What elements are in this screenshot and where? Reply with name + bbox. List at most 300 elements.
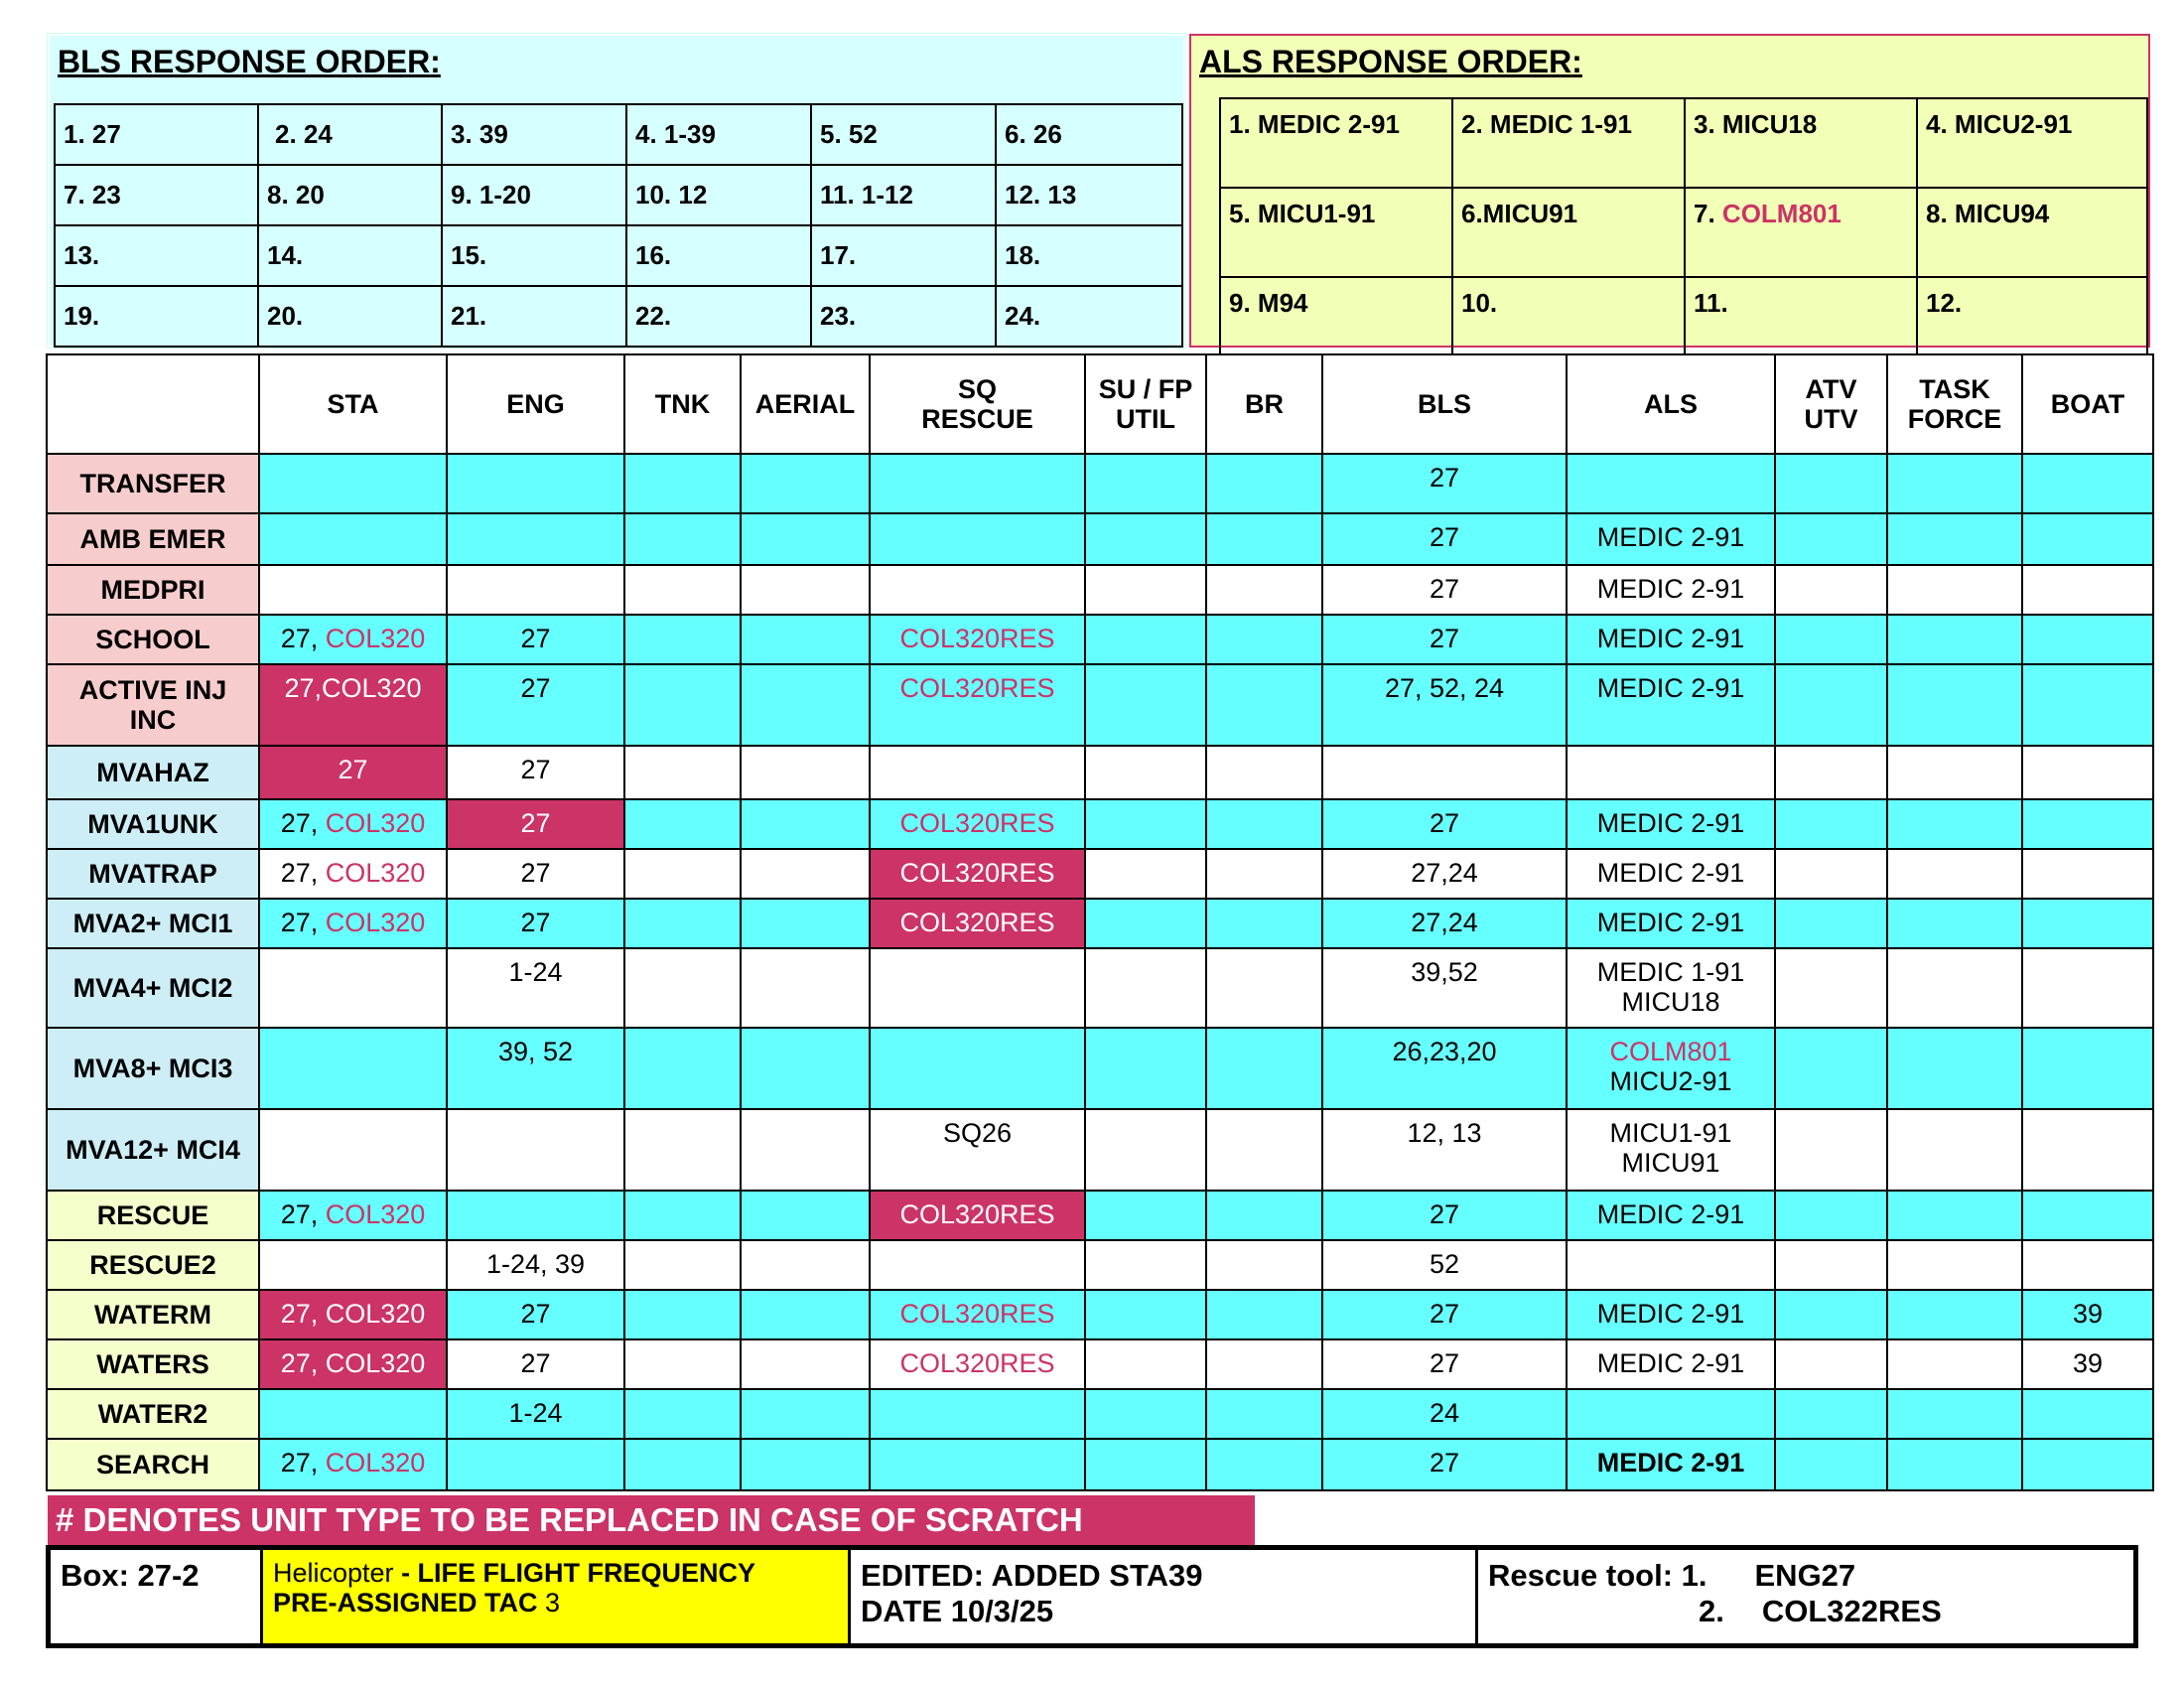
als-response-order-panel	[1189, 34, 2150, 348]
grid-cell	[741, 948, 870, 1028]
grid-cell: 27, COL320	[259, 1339, 447, 1389]
red-unit-text: COL320	[325, 1199, 426, 1229]
grid-cell	[1775, 1109, 1887, 1191]
bls-order-cell: 20.	[258, 286, 442, 347]
bls-order-cell: 16.	[626, 225, 811, 286]
grid-cell	[624, 513, 741, 565]
grid-cell	[259, 454, 447, 513]
grid-cell	[2022, 948, 2153, 1028]
grid-row	[47, 746, 2153, 799]
grid-column-header: TNK	[624, 354, 741, 454]
grid-cell	[2022, 1439, 2153, 1490]
grid-cell	[624, 565, 741, 615]
grid-cell	[741, 849, 870, 899]
grid-cell	[870, 746, 1085, 799]
grid-column-header: ENG	[447, 354, 624, 454]
grid-cell: 27	[447, 1290, 624, 1339]
als-order-cell: 4. MICU2-91	[1917, 98, 2147, 188]
grid-row-header: AMB EMER	[47, 513, 259, 565]
grid-cell	[2022, 849, 2153, 899]
grid-row-header: WATER2	[47, 1389, 259, 1439]
bls-order-cell: 9. 1-20	[442, 165, 626, 225]
grid-cell	[1775, 1191, 1887, 1240]
grid-row-header: WATERS	[47, 1339, 259, 1389]
grid-cell: 27	[259, 746, 447, 799]
grid-row	[47, 513, 2153, 565]
grid-row	[47, 1028, 2153, 1109]
grid-cell: 27, COL320	[259, 849, 447, 899]
grid-cell	[1775, 664, 1887, 746]
tac-number: 3	[545, 1588, 561, 1618]
grid-cell	[624, 1028, 741, 1109]
grid-cell: 27	[1322, 1439, 1567, 1490]
grid-row	[47, 1109, 2153, 1191]
grid-cell	[259, 1389, 447, 1439]
grid-cell	[447, 1191, 624, 1240]
grid-cell: 27	[1322, 615, 1567, 664]
grid-cell	[1206, 1109, 1322, 1191]
grid-cell	[870, 1290, 1085, 1339]
grid-cell	[870, 664, 1085, 746]
grid-cell	[624, 1339, 741, 1389]
grid-cell	[1085, 1290, 1206, 1339]
grid-cell	[1206, 1290, 1322, 1339]
scratch-note-bar: # DENOTES UNIT TYPE TO BE REPLACED IN CASE OF SCRATCH	[48, 1495, 1255, 1545]
grid-cell	[1775, 1339, 1887, 1389]
grid-cell: COLM801 MICU2-91	[1567, 1028, 1775, 1109]
grid-cell	[1206, 615, 1322, 664]
grid-cell	[1206, 746, 1322, 799]
grid-cell: 27, COL320	[259, 615, 447, 664]
grid-cell	[870, 513, 1085, 565]
grid-cell	[1206, 513, 1322, 565]
grid-cell	[1887, 899, 2022, 948]
grid-cell	[624, 1389, 741, 1439]
grid-cell: 27,COL320	[259, 664, 447, 746]
als-order-cell: 3. MICU18	[1685, 98, 1917, 188]
grid-cell: 27	[447, 664, 624, 746]
grid-row	[47, 1439, 2153, 1490]
grid-row-header: SCHOOL	[47, 615, 259, 664]
als-order-table	[1219, 97, 2148, 367]
red-unit-text: COL320	[325, 858, 426, 888]
grid-cell: 27	[447, 746, 624, 799]
grid-cell	[1206, 1439, 1322, 1490]
bls-order-cell: 18.	[996, 225, 1182, 286]
grid-cell	[1085, 746, 1206, 799]
grid-cell	[1085, 513, 1206, 565]
grid-cell	[1887, 746, 2022, 799]
grid-cell: 27	[1322, 799, 1567, 849]
grid-column-header: BOAT	[2022, 354, 2153, 454]
grid-cell	[447, 454, 624, 513]
grid-cell: MEDIC 2-91	[1567, 899, 1775, 948]
footer-info-bar	[46, 1545, 2138, 1648]
grid-cell	[2022, 1389, 2153, 1439]
grid-cell	[1775, 1389, 1887, 1439]
grid-cell	[741, 1339, 870, 1389]
grid-cell: 39	[2022, 1290, 2153, 1339]
grid-cell	[1775, 513, 1887, 565]
grid-cell	[624, 1439, 741, 1490]
grid-cell	[1085, 1389, 1206, 1439]
grid-cell	[2022, 1028, 2153, 1109]
rescue-tool-1: ENG27	[1754, 1558, 1856, 1593]
grid-column-header: BR	[1206, 354, 1322, 454]
bls-panel-title: BLS RESPONSE ORDER:	[58, 44, 441, 79]
als-order-cell: 5. MICU1-91	[1220, 188, 1452, 277]
bls-order-cell: 4. 1-39	[626, 104, 811, 165]
grid-cell	[624, 454, 741, 513]
bls-order-row	[55, 286, 1182, 347]
grid-cell	[1085, 565, 1206, 615]
bls-order-cell: 13.	[55, 225, 258, 286]
bls-order-cell: 7. 23	[55, 165, 258, 225]
grid-row	[47, 664, 2153, 746]
grid-cell: MEDIC 2-91	[1567, 1339, 1775, 1389]
grid-cell	[1085, 1339, 1206, 1389]
grid-cell	[2022, 664, 2153, 746]
grid-cell	[624, 1109, 741, 1191]
grid-cell	[1567, 1389, 1775, 1439]
edit-info	[851, 1550, 1478, 1643]
grid-cell	[1887, 948, 2022, 1028]
grid-cell: 27	[447, 1339, 624, 1389]
grid-cell	[1206, 849, 1322, 899]
grid-cell	[2022, 1191, 2153, 1240]
grid-row	[47, 615, 2153, 664]
grid-cell	[624, 948, 741, 1028]
grid-cell	[1775, 948, 1887, 1028]
grid-cell	[259, 1240, 447, 1290]
grid-row	[47, 849, 2153, 899]
grid-cell: 27, 52, 24	[1322, 664, 1567, 746]
life-flight-frequency: - LIFE FLIGHT FREQUENCY	[393, 1558, 756, 1588]
grid-cell: MEDIC 1-91 MICU18	[1567, 948, 1775, 1028]
grid-cell	[870, 454, 1085, 513]
grid-cell	[624, 1290, 741, 1339]
grid-cell	[1887, 849, 2022, 899]
grid-column-header	[47, 354, 259, 454]
grid-row	[47, 899, 2153, 948]
grid-cell: 27	[1322, 1290, 1567, 1339]
grid-cell	[2022, 1109, 2153, 1191]
grid-cell	[1085, 664, 1206, 746]
dispatch-assignment-grid	[46, 353, 2154, 1491]
grid-row-header: MVA2+ MCI1	[47, 899, 259, 948]
als-panel-title: ALS RESPONSE ORDER:	[1199, 44, 1582, 79]
grid-row-header: SEARCH	[47, 1439, 259, 1490]
grid-cell	[1887, 1240, 2022, 1290]
grid-row	[47, 1389, 2153, 1439]
bls-title-text: BLS RESPONSE ORDER	[58, 44, 431, 79]
als-order-row	[1220, 188, 2147, 277]
grid-cell: 26,23,20	[1322, 1028, 1567, 1109]
grid-cell	[1887, 565, 2022, 615]
grid-cell	[741, 513, 870, 565]
bls-order-table	[54, 103, 1183, 348]
grid-cell	[624, 746, 741, 799]
red-unit-text: COLM801	[1609, 1037, 1732, 1066]
grid-cell	[624, 849, 741, 899]
grid-cell: 27,24	[1322, 849, 1567, 899]
grid-row-header: RESCUE2	[47, 1240, 259, 1290]
grid-cell: 39	[2022, 1339, 2153, 1389]
als-order-cell: 9. M94	[1220, 277, 1452, 366]
grid-cell	[1887, 1109, 2022, 1191]
grid-cell	[1206, 899, 1322, 948]
grid-column-header: AERIAL	[741, 354, 870, 454]
helicopter-frequency	[263, 1550, 851, 1643]
edit-date: DATE 10/3/25	[861, 1594, 1054, 1628]
grid-cell	[2022, 1240, 2153, 1290]
grid-cell	[1887, 1290, 2022, 1339]
grid-cell	[447, 565, 624, 615]
grid-cell	[259, 1028, 447, 1109]
bls-order-row	[55, 225, 1182, 286]
grid-row	[47, 1191, 2153, 1240]
grid-cell	[741, 1240, 870, 1290]
grid-cell	[741, 799, 870, 849]
red-unit-text: COL320	[325, 808, 426, 838]
grid-cell	[741, 1191, 870, 1240]
grid-cell	[1206, 1191, 1322, 1240]
bls-order-cell: 6. 26	[996, 104, 1182, 165]
bls-order-cell: 22.	[626, 286, 811, 347]
grid-cell	[1887, 1439, 2022, 1490]
grid-cell: MEDIC 2-91	[1567, 615, 1775, 664]
grid-column-header: TASK FORCE	[1887, 354, 2022, 454]
bls-order-cell: 8. 20	[258, 165, 442, 225]
bls-order-cell: 1. 27	[55, 104, 258, 165]
grid-cell	[1206, 454, 1322, 513]
grid-cell	[259, 948, 447, 1028]
grid-row	[47, 1240, 2153, 1290]
grid-row-header: TRANSFER	[47, 454, 259, 513]
grid-cell	[447, 513, 624, 565]
grid-cell	[2022, 899, 2153, 948]
grid-cell	[1206, 948, 1322, 1028]
grid-cell: COL320RES	[870, 849, 1085, 899]
bls-order-cell: 14.	[258, 225, 442, 286]
grid-cell	[870, 1439, 1085, 1490]
grid-cell: 27, COL320	[259, 1439, 447, 1490]
grid-cell	[1775, 899, 1887, 948]
grid-row	[47, 948, 2153, 1028]
als-order-cell: 11.	[1685, 277, 1917, 366]
als-title-text: ALS RESPONSE ORDER	[1199, 44, 1572, 79]
grid-cell	[1206, 1339, 1322, 1389]
grid-cell	[1206, 1028, 1322, 1109]
grid-cell: 39, 52	[447, 1028, 624, 1109]
grid-cell: MEDIC 2-91	[1567, 799, 1775, 849]
rescue-tool-line-2	[1488, 1594, 2123, 1629]
grid-cell: 27, COL320	[259, 1290, 447, 1339]
grid-cell	[1206, 664, 1322, 746]
red-unit-text: COL320	[325, 624, 426, 653]
grid-row-header: RESCUE	[47, 1191, 259, 1240]
grid-cell	[2022, 746, 2153, 799]
bls-order-cell: 5. 52	[811, 104, 996, 165]
grid-cell: 27	[1322, 513, 1567, 565]
grid-cell	[1206, 1240, 1322, 1290]
helicopter-label: Helicopter	[273, 1558, 394, 1588]
grid-cell	[1567, 454, 1775, 513]
grid-cell: 1-24	[447, 1389, 624, 1439]
red-unit-text: COL320RES	[899, 1348, 1055, 1378]
grid-cell: COL320RES	[870, 1191, 1085, 1240]
bls-order-cell: 24.	[996, 286, 1182, 347]
grid-row-header: MVATRAP	[47, 849, 259, 899]
red-unit-text: COL320RES	[899, 1299, 1055, 1329]
bls-order-cell: 21.	[442, 286, 626, 347]
grid-cell: MEDIC 2-91	[1567, 1191, 1775, 1240]
grid-cell	[741, 565, 870, 615]
grid-cell: MEDIC 2-91	[1567, 664, 1775, 746]
grid-cell	[1775, 1028, 1887, 1109]
grid-cell: MICU1-91 MICU91	[1567, 1109, 1775, 1191]
als-order-cell: 6.MICU91	[1452, 188, 1685, 277]
edited-note: EDITED: ADDED STA39	[861, 1558, 1203, 1593]
bls-response-order-panel	[48, 34, 1185, 348]
grid-row	[47, 565, 2153, 615]
grid-cell: MEDIC 2-91	[1567, 1290, 1775, 1339]
grid-row-header: WATERM	[47, 1290, 259, 1339]
grid-cell	[259, 565, 447, 615]
bls-order-cell: 12. 13	[996, 165, 1182, 225]
grid-cell	[624, 899, 741, 948]
grid-cell	[259, 1109, 447, 1191]
grid-column-header: SU / FP UTIL	[1085, 354, 1206, 454]
grid-cell: MEDIC 2-91	[1567, 1439, 1775, 1490]
grid-cell	[741, 664, 870, 746]
grid-cell	[447, 1109, 624, 1191]
grid-row-header: MVA4+ MCI2	[47, 948, 259, 1028]
grid-cell	[1085, 799, 1206, 849]
grid-row-header: MVA8+ MCI3	[47, 1028, 259, 1109]
rescue-tool-info	[1478, 1550, 2133, 1643]
rescue-tool-2-number: 2.	[1699, 1594, 1724, 1628]
grid-cell	[624, 615, 741, 664]
grid-cell: 27	[447, 799, 624, 849]
grid-cell: 12, 13	[1322, 1109, 1567, 1191]
grid-cell	[741, 1439, 870, 1490]
grid-cell	[1085, 899, 1206, 948]
grid-cell	[624, 1240, 741, 1290]
grid-cell	[1085, 1191, 1206, 1240]
grid-cell	[741, 1290, 870, 1339]
rescue-tool-label: Rescue tool: 1.	[1488, 1558, 1707, 1593]
grid-cell	[1085, 1028, 1206, 1109]
grid-cell	[624, 799, 741, 849]
grid-cell	[870, 1389, 1085, 1439]
grid-cell	[1085, 1109, 1206, 1191]
grid-cell	[741, 454, 870, 513]
bls-order-cell: 3. 39	[442, 104, 626, 165]
rescue-tool-line-1	[1488, 1558, 2123, 1594]
grid-cell	[1085, 1439, 1206, 1490]
grid-cell: 27	[447, 615, 624, 664]
rescue-tool-2: COL322RES	[1761, 1594, 1942, 1628]
grid-cell	[1567, 746, 1775, 799]
grid-cell: 27, COL320	[259, 899, 447, 948]
grid-cell: 27	[447, 899, 624, 948]
grid-cell	[1887, 799, 2022, 849]
grid-row	[47, 799, 2153, 849]
grid-cell	[741, 1028, 870, 1109]
als-order-cell: 10.	[1452, 277, 1685, 366]
grid-cell: 27	[1322, 1191, 1567, 1240]
grid-cell	[870, 1240, 1085, 1290]
grid-column-header: STA	[259, 354, 447, 454]
grid-cell	[1085, 849, 1206, 899]
bls-order-row	[55, 165, 1182, 225]
pre-assigned-tac-label: PRE-ASSIGNED TAC	[273, 1588, 546, 1618]
grid-cell	[870, 948, 1085, 1028]
grid-cell: 24	[1322, 1389, 1567, 1439]
red-unit-text: COL320	[325, 908, 426, 937]
bls-order-cell: 10. 12	[626, 165, 811, 225]
grid-cell	[1775, 746, 1887, 799]
red-unit-text: COL320RES	[899, 673, 1055, 703]
grid-row	[47, 454, 2153, 513]
grid-cell	[2022, 799, 2153, 849]
grid-cell: 27	[1322, 454, 1567, 513]
grid-cell	[741, 615, 870, 664]
grid-cell	[624, 664, 741, 746]
grid-cell	[1775, 565, 1887, 615]
grid-column-header: ALS	[1567, 354, 1775, 454]
grid-cell	[1887, 1339, 2022, 1389]
grid-cell	[1775, 1240, 1887, 1290]
grid-cell: MEDIC 2-91	[1567, 565, 1775, 615]
grid-cell: 1-24	[447, 948, 624, 1028]
grid-cell	[741, 899, 870, 948]
grid-cell	[1887, 1191, 2022, 1240]
grid-cell	[1085, 1240, 1206, 1290]
grid-cell	[2022, 454, 2153, 513]
grid-cell	[870, 615, 1085, 664]
grid-cell	[870, 1339, 1085, 1389]
grid-cell	[1887, 664, 2022, 746]
grid-column-header: ATV UTV	[1775, 354, 1887, 454]
grid-row-header: ACTIVE INJ INC	[47, 664, 259, 746]
grid-cell: 27	[1322, 1339, 1567, 1389]
grid-row-header: MEDPRI	[47, 565, 259, 615]
grid-cell	[1887, 1389, 2022, 1439]
grid-cell	[1322, 746, 1567, 799]
grid-row	[47, 1290, 2153, 1339]
grid-row	[47, 1339, 2153, 1389]
grid-cell: MEDIC 2-91	[1567, 513, 1775, 565]
grid-cell	[1085, 454, 1206, 513]
grid-cell	[1775, 849, 1887, 899]
red-unit-text: COL320RES	[899, 808, 1055, 838]
grid-cell: SQ26	[870, 1109, 1085, 1191]
grid-cell: 27	[1322, 565, 1567, 615]
grid-header-row	[47, 354, 2153, 454]
grid-cell	[624, 1191, 741, 1240]
grid-cell: 1-24, 39	[447, 1240, 624, 1290]
grid-cell	[1887, 615, 2022, 664]
grid-cell	[1206, 799, 1322, 849]
grid-cell	[1775, 615, 1887, 664]
red-unit-text: COL320	[325, 1448, 426, 1477]
grid-cell	[741, 1389, 870, 1439]
grid-cell	[1775, 454, 1887, 513]
bls-order-row	[55, 104, 1182, 165]
grid-cell: 52	[1322, 1240, 1567, 1290]
